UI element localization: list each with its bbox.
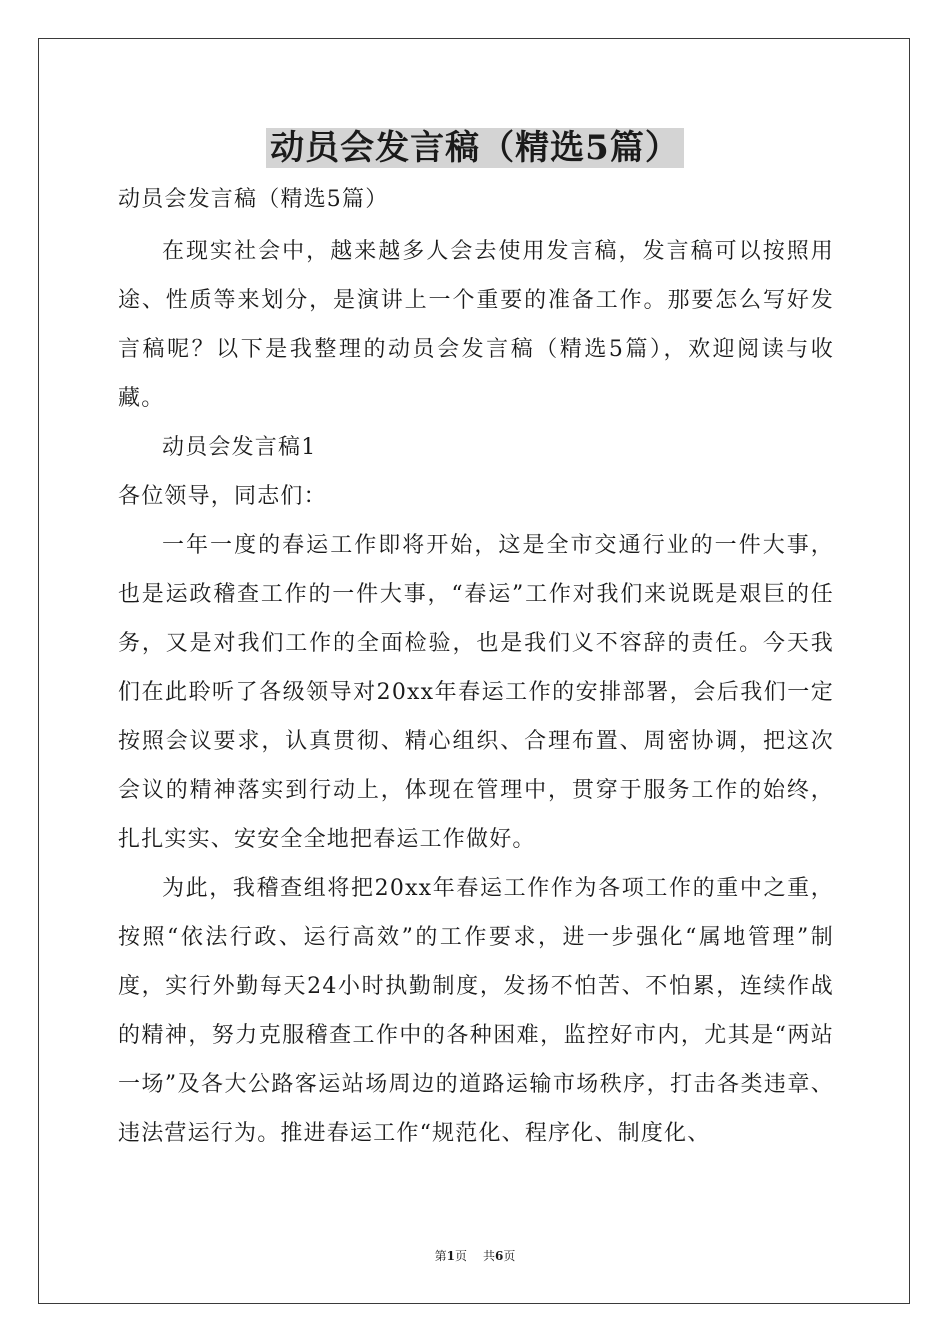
paragraph-body: 为此，我稽查组将把20xx年春运工作作为各项工作的重中之重，按照“依法行政、运行高效”的工作要求，进一步强化“属地管理”制度，实行外勤每天24小时执勤制度，发扬不怕苦、不怕累，连续作战的精神，努力克服稽查工作中的各种困难，监控好市内，尤其是“两站一场”及各大公路客运站场周边的道路运输市场秩序，打击各类违章、违法营运行为。推进春运工作“规范化、程序化、制度化、: [118, 876, 834, 1146]
paragraph-subtitle: 动员会发言稿（精选5篇）: [118, 187, 389, 212]
page-footer: [0, 1248, 950, 1264]
document-title-text: 动员会发言稿（精选5篇）: [266, 128, 684, 168]
paragraph-body: 一年一度的春运工作即将开始，这是全市交通行业的一件大事，也是运政稽查工作的一件大事，“春运”工作对我们来说既是艰巨的任务，又是对我们工作的全面检验，也是我们义不容辞的责任。今天我们在此聆听了各级领导对20xx年春运工作的安排部署，会后我们一定按照会议要求，认真贯彻、精心组织、合理布置、周密协调，把这次会议的精神落实到行动上，体现在管理中，贯穿于服务工作的始终，扎扎实实、安安全全地把春运工作做好。: [118, 533, 834, 852]
document-body: [118, 176, 834, 1158]
document-title: [0, 126, 950, 170]
page-label-prefix: 第: [434, 1249, 447, 1263]
paragraph-salutation: 各位领导，同志们：: [118, 484, 327, 509]
page-number: 1: [446, 1249, 455, 1263]
paragraph-intro: 在现实社会中，越来越多人会去使用发言稿，发言稿可以按照用途、性质等来划分，是演讲上一个重要的准备工作。那要怎么写好发言稿呢？以下是我整理的动员会发言稿（精选5篇），欢迎阅读与收藏。: [118, 239, 834, 411]
total-label-suffix: 页: [503, 1249, 516, 1263]
total-label-prefix: 共: [483, 1249, 496, 1263]
page-label-suffix: 页: [454, 1249, 467, 1263]
total-pages: 6: [495, 1249, 504, 1263]
section-heading: 动员会发言稿1: [162, 435, 317, 460]
